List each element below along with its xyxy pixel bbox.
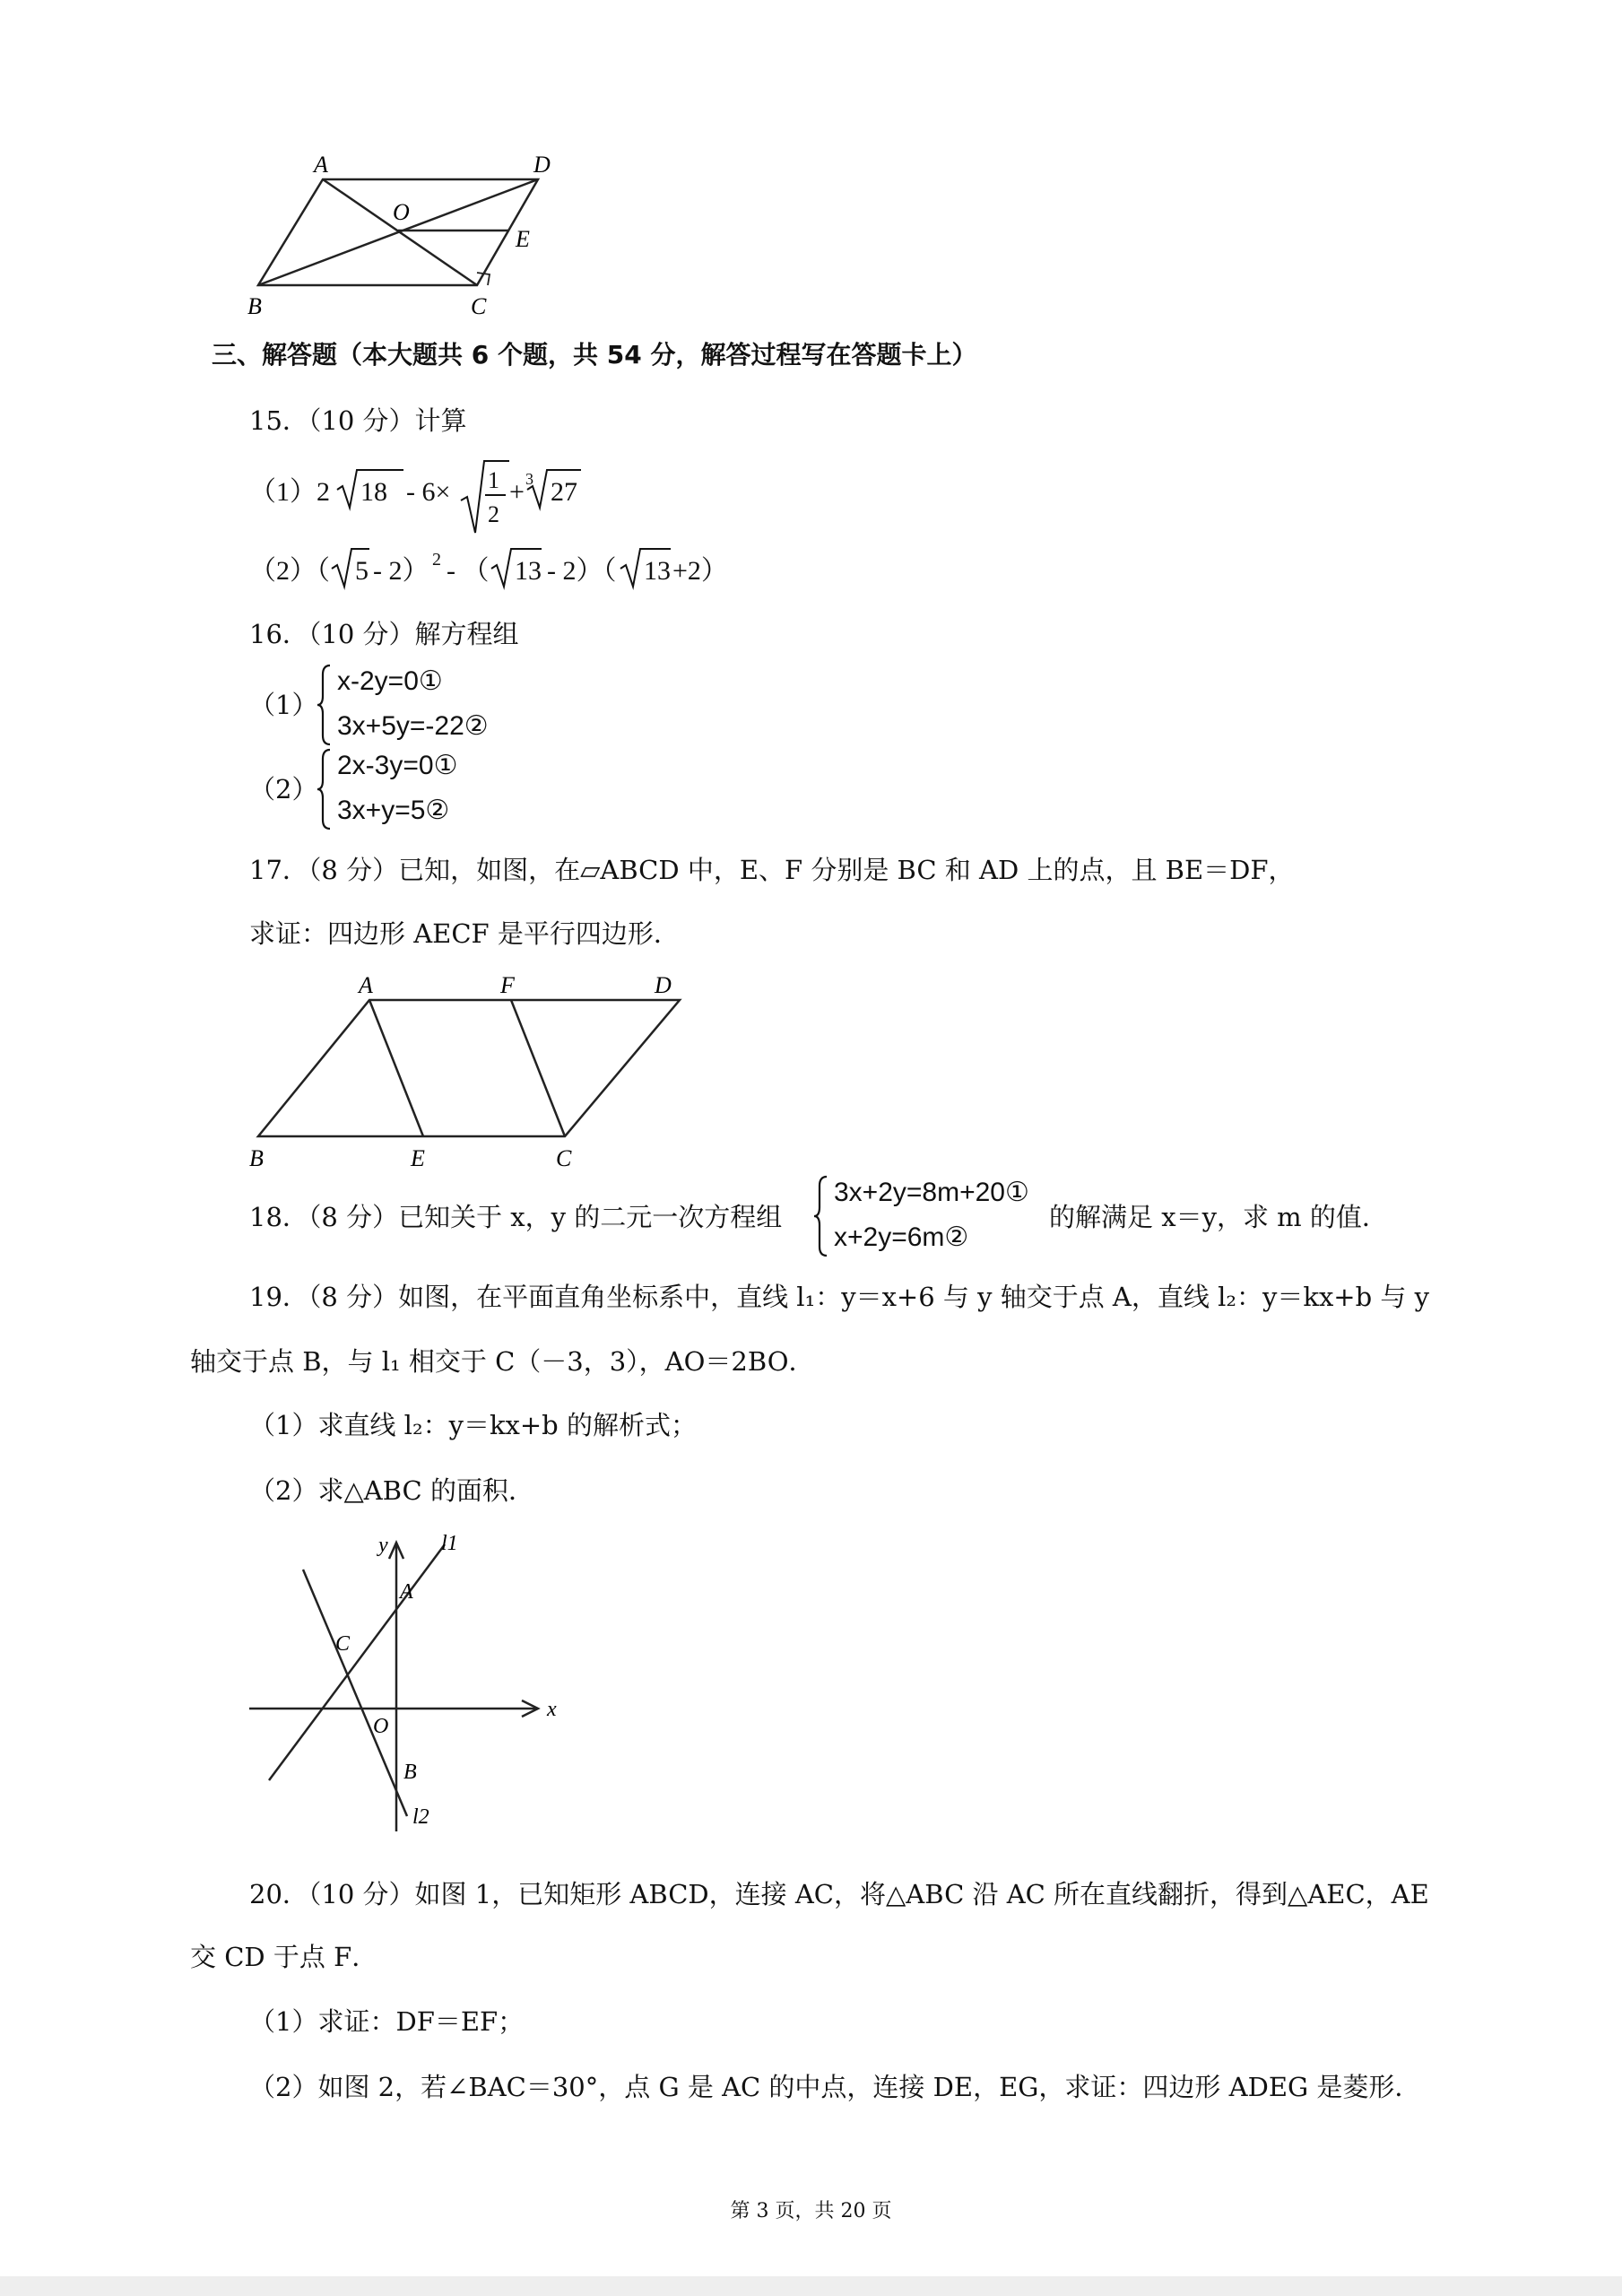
q16-part2-label: （2） [249, 774, 318, 804]
brace-icon [316, 662, 334, 748]
label-x: x [547, 1698, 557, 1721]
q18-system [812, 1173, 1054, 1259]
q15-title: 15．（10 分）计算 [249, 405, 467, 436]
brace-icon [316, 746, 334, 832]
svg-text:2: 2 [488, 501, 499, 527]
svg-text:3: 3 [525, 470, 533, 488]
svg-text:1: 1 [488, 467, 499, 493]
figure-parallelogram-aoe [242, 148, 565, 323]
label-e: E [411, 1145, 425, 1171]
svg-text:+: + [509, 477, 525, 507]
q16-title: 16．（10 分）解方程组 [249, 619, 519, 649]
figure-parallelogram-aecf [242, 964, 690, 1179]
label-b: B [247, 293, 262, 319]
q18-eq2: x+2y=6m② [834, 1222, 969, 1252]
svg-text:- 2）（: - 2）（ [547, 556, 617, 586]
svg-text:18: 18 [360, 477, 387, 507]
label-o: O [373, 1715, 389, 1738]
svg-text:13: 13 [515, 556, 542, 586]
label-c: C [335, 1632, 351, 1656]
page-footer: 第 3 页，共 20 页 [730, 2200, 892, 2222]
bottom-band [0, 2276, 1622, 2296]
q16-system2 [316, 746, 549, 832]
label-b: B [249, 1145, 264, 1171]
label-f: F [500, 972, 515, 998]
q18-prefix: 18．（8 分）已知关于 x，y 的二元一次方程组 [249, 1202, 783, 1232]
svg-text:- 2）: - 2） [373, 556, 429, 586]
label-b: B [403, 1761, 417, 1784]
figure-coordinate-plane [242, 1525, 583, 1839]
svg-text:27: 27 [551, 477, 577, 507]
brace-icon [812, 1173, 830, 1259]
q16-p2-eq1: 2x-3y=0① [337, 751, 458, 780]
svg-text:（2）（: （2）（ [249, 556, 330, 586]
q16-p2-eq2: 3x+y=5② [337, 796, 450, 825]
q15-part1 [249, 457, 698, 538]
label-l1: l1 [441, 1532, 458, 1555]
q18-suffix: 的解满足 x＝y，求 m 的值． [1049, 1202, 1388, 1232]
q16-p1-eq1: x-2y=0① [337, 666, 443, 696]
svg-text:- 6×: - 6× [406, 477, 451, 507]
q20-line2: 交 CD 于点 F． [190, 1942, 378, 1972]
label-y: y [378, 1534, 388, 1557]
q20-part1: （1）求证：DF＝EF； [249, 2006, 525, 2037]
svg-text:+2）: +2） [672, 556, 728, 586]
svg-text:- （: - （ [447, 556, 490, 586]
svg-text:（1）2: （1）2 [249, 477, 330, 507]
label-c: C [556, 1145, 572, 1171]
q16-p1-eq2: 3x+5y=-22② [337, 711, 489, 741]
label-a: A [314, 152, 328, 178]
q16-part1-label: （1） [249, 690, 318, 720]
label-d: D [655, 972, 672, 998]
q19-line1: 19．（8 分）如图，在平面直角坐标系中，直线 l₁：y＝x+6 与 y 轴交于点 A，直线 l₂：y＝kx+b 与 y [249, 1282, 1429, 1312]
q20-part2: （2）如图 2，若∠BAC＝30°，点 G 是 AC 的中点，连接 DE，EG，求证：四边形 ADEG 是菱形． [249, 2072, 1421, 2102]
q17-line1: 17．（8 分）已知，如图，在▱ABCD 中，E、F 分别是 BC 和 AD 上的点，且 BE＝DF， [249, 855, 1295, 885]
section-heading: 三、解答题（本大题共 6 个题，共 54 分，解答过程写在答题卡上） [212, 340, 977, 370]
q19-part2: （2）求△ABC 的面积． [249, 1475, 534, 1506]
svg-text:5: 5 [355, 556, 369, 586]
label-a: A [359, 972, 373, 998]
label-o: O [393, 199, 410, 225]
q19-line2: 轴交于点 B，与 l₁ 相交于 C（－3，3），AO＝2BO． [190, 1346, 815, 1377]
q18-eq1: 3x+2y=8m+20① [834, 1178, 1029, 1207]
svg-text:2: 2 [432, 550, 441, 570]
q17-line2: 求证：四边形 AECF 是平行四边形． [249, 918, 680, 949]
label-a: A [400, 1580, 413, 1604]
q16-system1 [316, 662, 549, 748]
svg-text:13: 13 [644, 556, 671, 586]
label-d: D [533, 152, 551, 178]
label-l2: l2 [412, 1805, 429, 1829]
q19-part1: （1）求直线 l₂：y＝kx+b 的解析式； [249, 1410, 697, 1440]
q20-line1: 20．（10 分）如图 1，已知矩形 ABCD，连接 AC，将△ABC 沿 AC 所在直线翻折，得到△AEC，AE [249, 1879, 1429, 1909]
label-c: C [471, 293, 487, 319]
label-e: E [516, 226, 530, 252]
q15-part2 [249, 542, 787, 596]
